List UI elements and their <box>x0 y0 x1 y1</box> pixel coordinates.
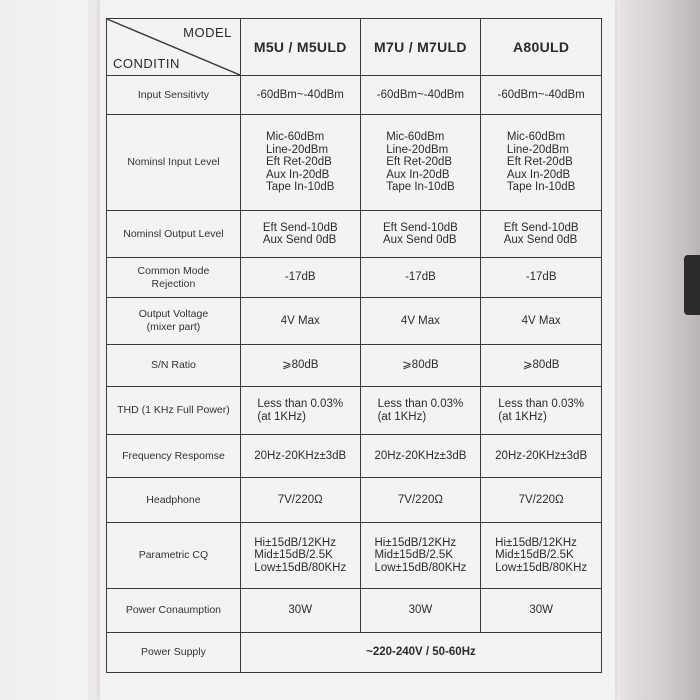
cell-line: (at 1KHz) <box>498 410 547 423</box>
model-m7u-header: M7U / M7ULD <box>360 19 481 76</box>
table-row <box>107 298 602 345</box>
cell-line: Eft Send-10dB <box>383 221 458 234</box>
cell-line: Line-20dBm <box>386 143 449 156</box>
cell-line: Eft Ret-20dB <box>506 156 573 169</box>
cell-line: Less than 0.03% <box>257 398 344 410</box>
table-cell: -60dBm~-40dBm <box>360 76 481 115</box>
model-a80uld-header: A80ULD <box>481 19 602 76</box>
table-cell: -60dBm~-40dBm <box>240 76 360 115</box>
table-row <box>107 76 602 115</box>
row-label: Input Sensitivty <box>107 76 241 115</box>
table-row <box>107 435 602 478</box>
table-cell <box>360 387 481 435</box>
condition-header-label: CONDITIN <box>113 56 180 71</box>
cell-line: Tape In-10dB <box>506 181 576 194</box>
cell-line: Eft Send-10dB <box>503 221 579 234</box>
table-cell: -17dB <box>240 258 360 298</box>
cell-lines <box>507 131 575 194</box>
model-header-label: MODEL <box>183 25 232 40</box>
spec-table <box>106 18 602 673</box>
cell-line: Hi±15dB/12KHz <box>495 536 577 549</box>
model-m5u-header: M5U / M5ULD <box>240 19 360 76</box>
table-cell: 7V/220Ω <box>481 478 602 523</box>
cell-line: Tape In-10dB <box>266 181 335 194</box>
table-cell: 20Hz-20KHz±3dB <box>240 435 360 478</box>
table-cell <box>360 115 481 211</box>
row-label-line: Common Mode <box>137 264 210 277</box>
background-right <box>620 0 700 700</box>
table-cell: -60dBm~-40dBm <box>481 76 602 115</box>
cell-line: Aux In-20dB <box>386 168 450 181</box>
table-cell <box>481 523 602 589</box>
cell-line: Low±15dB/80KHz <box>374 561 467 574</box>
row-label: Headphone <box>107 478 241 523</box>
table-cell <box>240 523 360 589</box>
cell-line: Mic-60dBm <box>266 131 325 144</box>
row-label-line: Rejection <box>151 277 196 290</box>
background-object <box>684 255 700 315</box>
table-cell: 30W <box>240 589 360 633</box>
table-row <box>107 589 602 633</box>
row-label: Power Conaumption <box>107 589 241 633</box>
table-cell: 4V Max <box>240 298 360 345</box>
row-label: Parametric CQ <box>107 523 241 589</box>
cell-line: Eft Ret-20dB <box>386 156 453 169</box>
row-label-line: (mixer part) <box>146 321 201 333</box>
table-row <box>107 387 602 435</box>
row-label: THD (1 KHz Full Power) <box>107 387 241 435</box>
table-cell: 20Hz-20KHz±3dB <box>360 435 481 478</box>
table-cell <box>240 211 360 258</box>
cell-lines <box>386 131 454 194</box>
table-cell: -17dB <box>360 258 481 298</box>
row-label <box>107 298 241 345</box>
cell-line: Tape In-10dB <box>386 181 455 194</box>
table-row <box>107 258 602 298</box>
table-cell <box>360 211 481 258</box>
cell-line: Hi±15dB/12KHz <box>254 536 336 549</box>
cell-line: Mic-60dBm <box>386 131 445 144</box>
cell-line: Low±15dB/80KHz <box>254 561 347 574</box>
cell-line: Line-20dBm <box>506 143 569 156</box>
cell-line: Less than 0.03% <box>377 398 464 410</box>
cell-line: Mid±15dB/2.5K <box>374 549 453 562</box>
table-cell: 30W <box>481 589 602 633</box>
table-header-row <box>107 19 602 76</box>
table-row <box>107 345 602 387</box>
cell-line: Mid±15dB/2.5K <box>495 549 574 562</box>
cell-line: (at 1KHz) <box>257 410 306 423</box>
table-cell: -17dB <box>481 258 602 298</box>
table-cell <box>240 387 360 435</box>
row-label: Nominsl Output Level <box>107 211 241 258</box>
table-cell: ⩾80dB <box>240 345 360 387</box>
table-cell <box>360 523 481 589</box>
header-diagonal-cell <box>107 19 241 76</box>
cell-line: Low±15dB/80KHz <box>495 561 588 574</box>
cell-line: Aux In-20dB <box>506 168 571 181</box>
row-label-line: Output Voltage <box>138 308 209 320</box>
cell-line: Aux In-20dB <box>266 168 330 181</box>
row-label: S/N Ratio <box>107 345 241 387</box>
table-row <box>107 478 602 523</box>
table-cell: 20Hz-20KHz±3dB <box>481 435 602 478</box>
table-cell <box>481 387 602 435</box>
cell-line: Aux Send 0dB <box>503 234 578 246</box>
table-cell: ⩾80dB <box>360 345 481 387</box>
background-left <box>0 0 88 700</box>
cell-line: Mic-60dBm <box>506 131 566 144</box>
table-row <box>107 211 602 258</box>
row-label: Power Supply <box>107 633 241 673</box>
table-cell: 7V/220Ω <box>240 478 360 523</box>
cell-line: Aux Send 0dB <box>383 234 457 246</box>
table-cell: ⩾80dB <box>481 345 602 387</box>
cell-lines <box>266 131 334 194</box>
cell-line: Aux Send 0dB <box>262 234 337 246</box>
cell-line: (at 1KHz) <box>377 410 427 423</box>
cell-line: Hi±15dB/12KHz <box>374 536 457 549</box>
table-cell <box>481 115 602 211</box>
cell-line: Eft Send-10dB <box>262 221 338 234</box>
table-cell <box>481 211 602 258</box>
cell-line: Line-20dBm <box>266 143 329 156</box>
table-cell <box>240 115 360 211</box>
table-cell: 4V Max <box>360 298 481 345</box>
row-label <box>107 258 241 298</box>
table-row <box>107 523 602 589</box>
row-label: Nominsl Input Level <box>107 115 241 211</box>
cell-line: Mid±15dB/2.5K <box>254 549 333 562</box>
table-cell: 30W <box>360 589 481 633</box>
row-label: Frequency Respomse <box>107 435 241 478</box>
cell-line: Less than 0.03% <box>498 398 584 410</box>
table-cell: 4V Max <box>481 298 602 345</box>
cell-line: Eft Ret-20dB <box>266 156 332 169</box>
table-row <box>107 633 602 673</box>
power-supply-value: ~220-240V / 50-60Hz <box>240 633 601 673</box>
table-row <box>107 115 602 211</box>
table-cell: 7V/220Ω <box>360 478 481 523</box>
